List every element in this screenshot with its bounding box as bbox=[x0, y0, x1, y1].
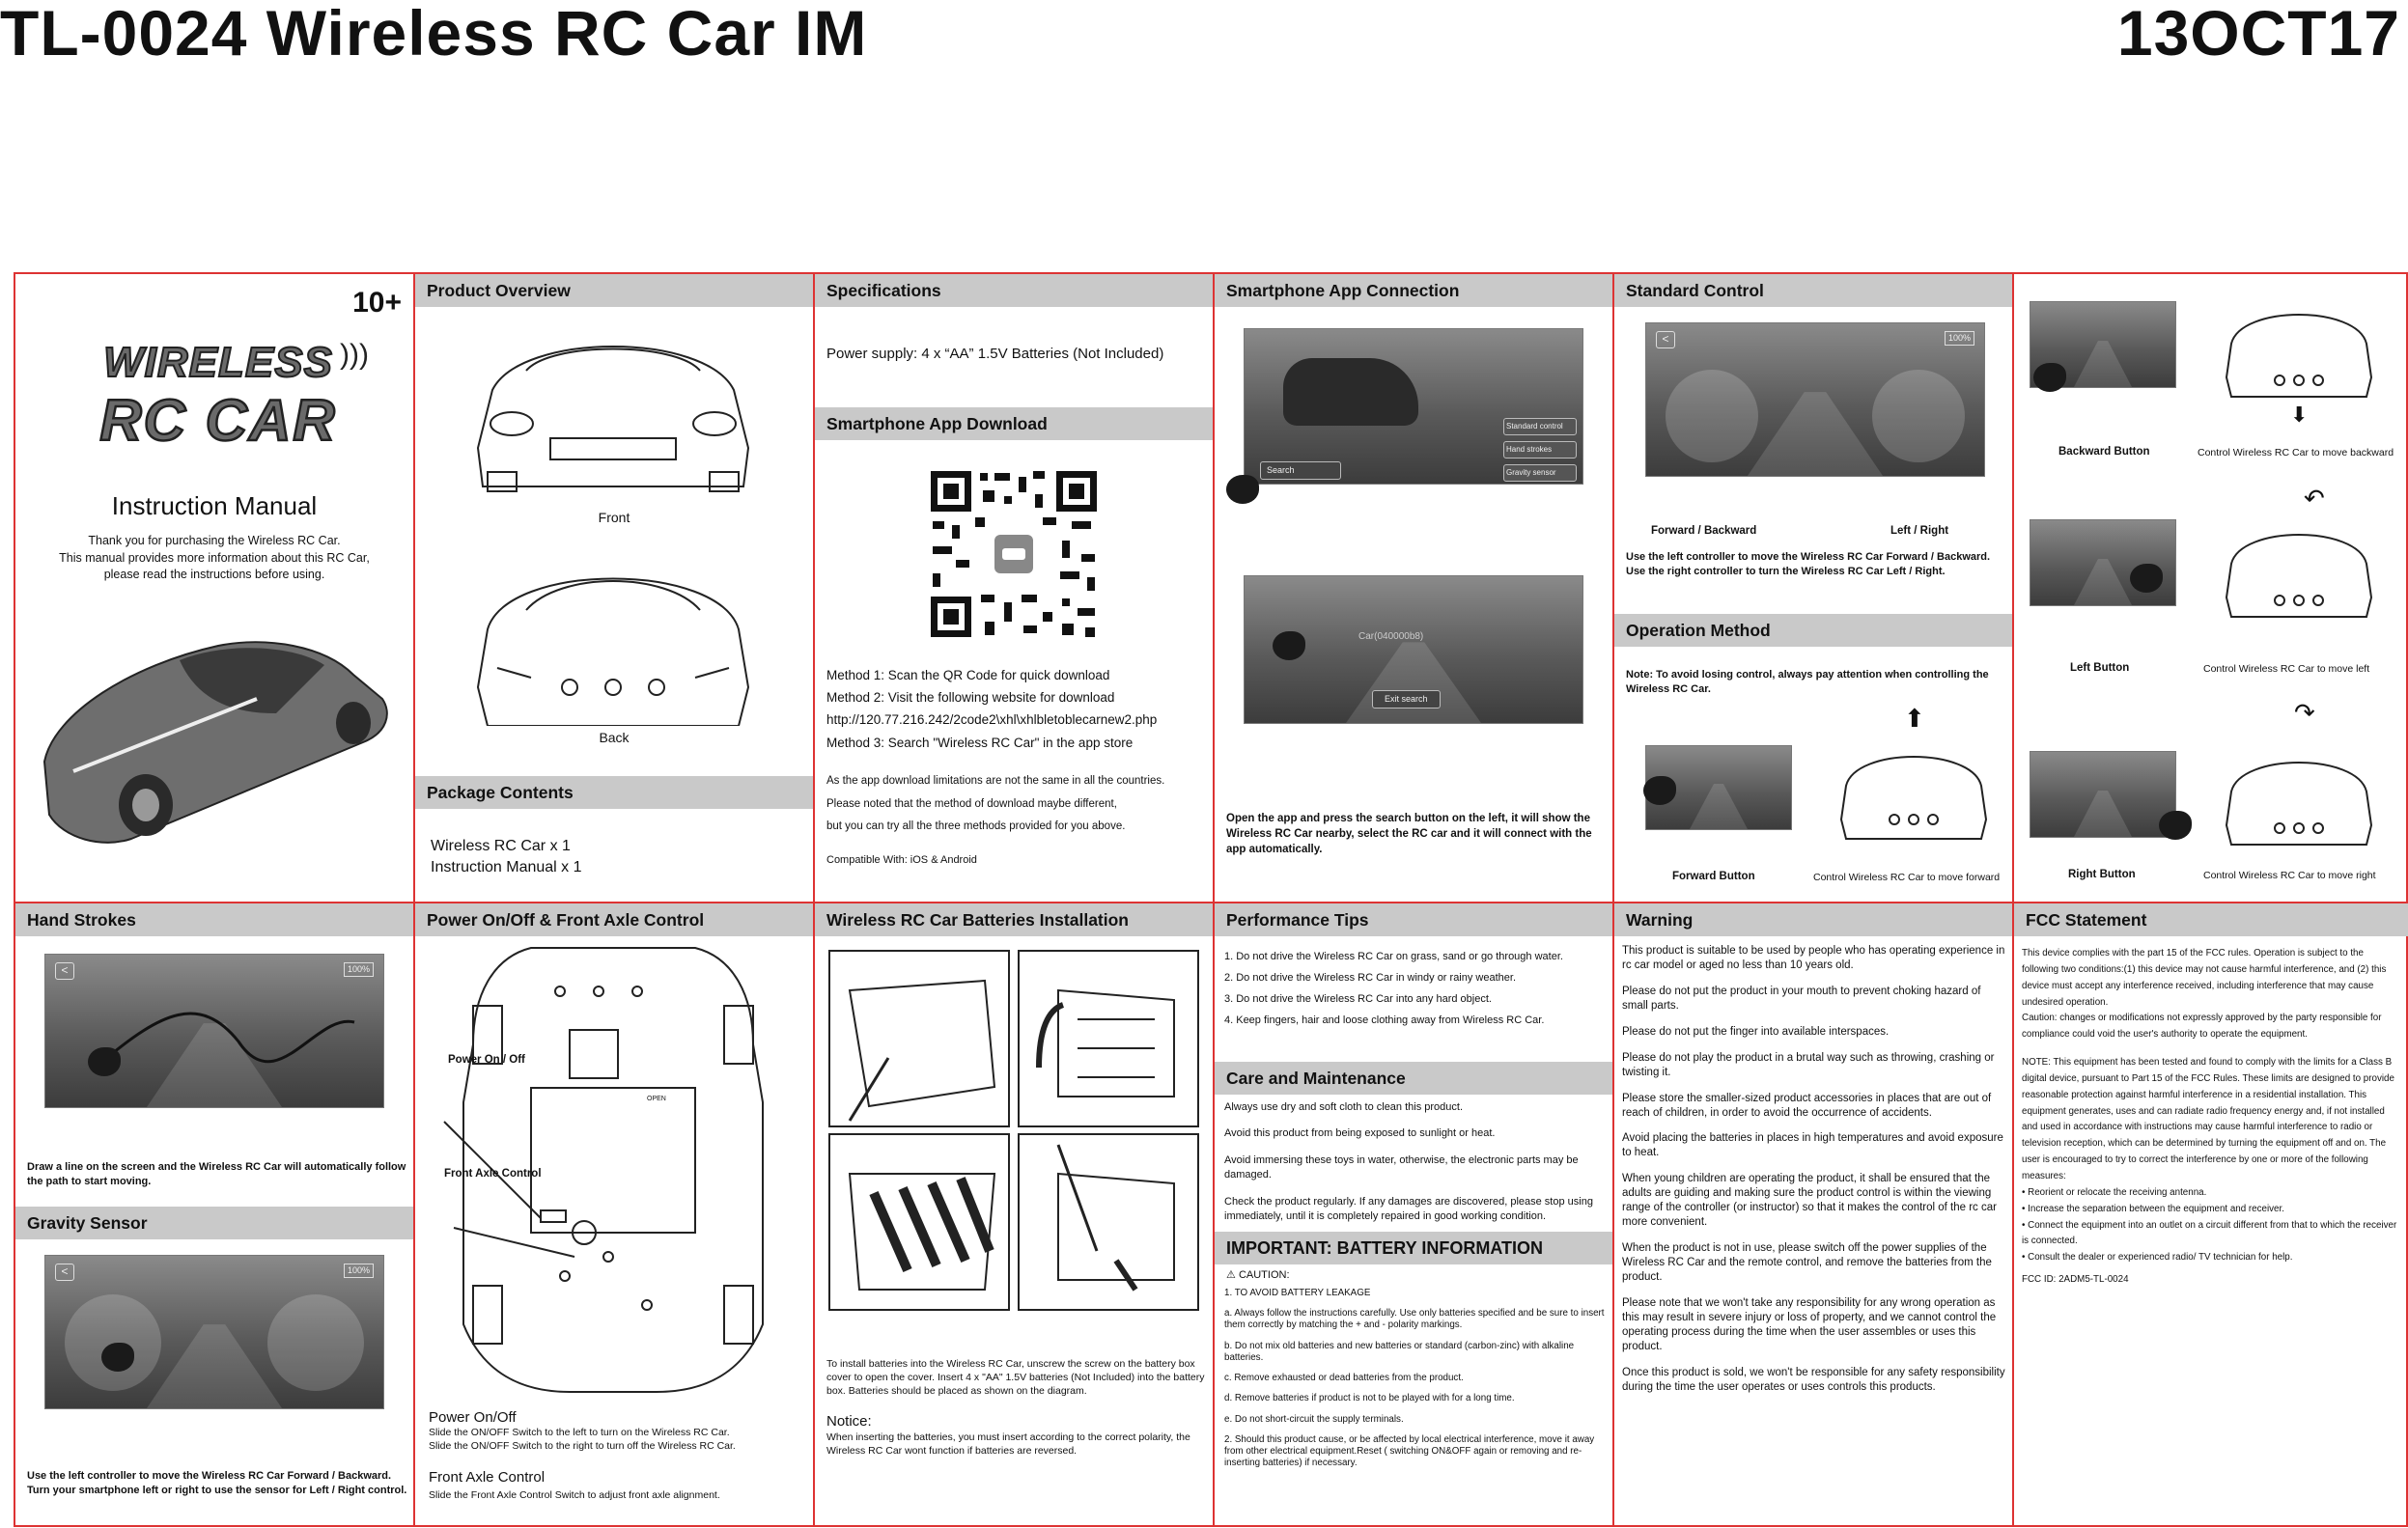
cover-intro bbox=[15, 533, 413, 584]
fcc-panel bbox=[2014, 903, 2408, 1527]
compatibility: Compatible With: iOS & Android bbox=[826, 854, 977, 866]
fcc-paragraph: This device complies with the part 15 of the FCC rules. Operation is subject to the following two conditions:(1) this device may not cause harmful interference, and (2) this device must accept any interference received, including interference that may cause undesired operation. bbox=[2022, 948, 2387, 1008]
warning-item: Please note that we won't take any responsibility for any wrong operation as this may result in severe injury or loss of property, and we cannot control the operating process during the time when the user assembles or uses this product. bbox=[1622, 1296, 1997, 1352]
care-item: Always use dry and soft cloth to clean this product. bbox=[1224, 1101, 1464, 1113]
install-step-1-image bbox=[828, 950, 1010, 1127]
standard-control-title: Standard Control bbox=[1614, 274, 2012, 307]
up-arrow-icon: ⬆ bbox=[1904, 704, 1925, 733]
standard-control-desc: Use the left controller to move the Wireless RC Car Forward / Backward. Use the right controller to turn the Wireless RC Car Left / Right. bbox=[1626, 551, 1991, 578]
operation-note: Note: To avoid losing control, always pay attention when controlling the Wireless RC Car. bbox=[1626, 669, 1989, 696]
warning-item: When young children are operating the product, it shall be ensured that the adults are guiding and making sure the product control is within the viewing range of the controller (or instructor) so that it makes the control of the rc car more convenient. bbox=[1622, 1173, 1997, 1229]
axle-instruction: Slide the Front Axle Control Switch to adjust front axle alignment. bbox=[429, 1489, 720, 1501]
wireless-signal-icon: ))) bbox=[340, 339, 369, 371]
finger-icon bbox=[2159, 811, 2192, 840]
intro-line: This manual provides more information about this RC Car, bbox=[59, 550, 370, 565]
document-title: TL-0024 Wireless RC Car IM bbox=[0, 0, 868, 69]
left-joystick[interactable] bbox=[1666, 370, 1758, 462]
right-button-desc: Control Wireless RC Car to move right bbox=[2203, 870, 2376, 881]
power-switch-label: Power On / Off bbox=[448, 1054, 525, 1066]
manual-sheet bbox=[14, 272, 2408, 1527]
install-step-2-image bbox=[1018, 950, 1199, 1127]
finger-icon bbox=[101, 1343, 134, 1372]
mode-button-hand[interactable]: Hand strokes bbox=[1503, 441, 1577, 458]
download-method-1: Method 1: Scan the QR Code for quick download bbox=[826, 668, 1110, 682]
warning-item: When the product is not in use, please switch off the power supplies of the Wireless RC Car and the remote control, and remove the batteries from the product. bbox=[1622, 1242, 1992, 1283]
install-step-3-image bbox=[828, 1133, 1010, 1311]
drawn-path-line bbox=[45, 955, 383, 1107]
left-right-label: Left / Right bbox=[1890, 525, 1949, 537]
back-label: Back bbox=[599, 730, 630, 745]
mode-button-gravity[interactable]: Gravity sensor bbox=[1503, 464, 1577, 482]
finger-icon bbox=[1226, 475, 1259, 504]
battery-info-item: a. Always follow the instructions carefully. Use only batteries specified and be sure to insert them correctly by matching the + and - polarity markings. bbox=[1224, 1308, 1605, 1331]
hand-strokes-title: Hand Strokes bbox=[15, 903, 413, 936]
curved-left-arrow-icon: ↶ bbox=[2304, 484, 2325, 513]
battery-indicator: 100% bbox=[344, 962, 374, 977]
performance-tips-title: Performance Tips bbox=[1215, 903, 1612, 936]
car-back-image bbox=[2207, 515, 2391, 622]
install-step-4-image bbox=[1018, 1133, 1199, 1311]
hand-strokes-panel bbox=[15, 903, 413, 1527]
care-item: Avoid this product from being exposed to sunlight or heat. bbox=[1224, 1127, 1496, 1140]
power-panel bbox=[415, 903, 813, 1527]
battery-info-item: 2. Should this product cause, or be affected by local electrical interference, move it away from other electrical equipment.Reset ( switching ON&OFF again or removing and re-inserting batteries) if necessary. bbox=[1224, 1433, 1595, 1469]
gravity-sensor-desc: Use the left controller to move the Wireless RC Car Forward / Backward. Turn your smartphone left or right to use the sensor for Left / Right control. bbox=[27, 1470, 407, 1497]
battery-installation-panel bbox=[815, 903, 1213, 1527]
battery-info-title: IMPORTANT: BATTERY INFORMATION bbox=[1215, 1232, 1612, 1264]
package-item: Instruction Manual x 1 bbox=[431, 858, 582, 875]
battery-info-item: d. Remove batteries if product is not to be played with for a long time. bbox=[1224, 1393, 1515, 1404]
hand-strokes-screenshot bbox=[44, 954, 384, 1108]
download-url[interactable]: http://120.77.216.242/2code2\xhl\xhlbletoblecarnew2.php bbox=[826, 712, 1158, 728]
operation-method-title: Operation Method bbox=[1614, 614, 2012, 647]
finger-icon bbox=[2033, 363, 2066, 392]
fcc-bullet: • Consult the dealer or experienced radio/ TV technician for help. bbox=[2022, 1252, 2293, 1264]
left-button-desc: Control Wireless RC Car to move left bbox=[2203, 663, 2370, 675]
package-contents-title: Package Contents bbox=[415, 776, 813, 809]
battery-indicator: 100% bbox=[344, 1264, 374, 1278]
battery-info-item: b. Do not mix old batteries and new batteries or standard (carbon-zinc) with alkaline batteries. bbox=[1224, 1340, 1575, 1363]
specifications-panel bbox=[815, 274, 1213, 902]
fcc-paragraph: NOTE: This equipment has been tested and found to comply with the limits for a Class B digital device, pursuant to Part 15 of the FCC Rules. These limits are designed to provide reasonable protection against harmful interference in a residential installation. This equipment generates, uses and can radiate radio frequency energy and, if not installed and used in accordance with instructions may cause harmful interference to radio or television reception, which can be determined by turning the equipment off and on. The user is encouraged to try to correct the interference by one or more of the following measures: bbox=[2022, 1057, 2394, 1181]
care-item: Check the product regularly. If any damages are discovered, please stop using immediately, until it is completely repaired in good working condition. bbox=[1224, 1195, 1593, 1222]
download-notes bbox=[826, 770, 1164, 839]
warning-list bbox=[1622, 944, 2006, 1395]
battery-info-item: c. Remove exhausted or dead batteries from the product. bbox=[1224, 1373, 1464, 1384]
backward-button-desc: Control Wireless RC Car to move backward bbox=[2198, 447, 2394, 458]
exit-search-button[interactable]: Exit search bbox=[1372, 690, 1441, 708]
finger-icon bbox=[1643, 776, 1676, 805]
curved-right-arrow-icon: ↷ bbox=[2294, 698, 2315, 727]
warning-item: Please do not play the product in a brutal way such as throwing, crashing or twisting it. bbox=[1622, 1051, 1995, 1078]
manual-heading: Instruction Manual bbox=[111, 491, 318, 520]
app-download-title: Smartphone App Download bbox=[815, 407, 1213, 440]
specifications-title: Specifications bbox=[815, 274, 1213, 307]
down-arrow-icon: ⬇ bbox=[2290, 403, 2309, 427]
document-date: 13OCT17 bbox=[2116, 0, 2400, 69]
fcc-id: FCC ID: 2ADM5-TL-0024 bbox=[2022, 1274, 2129, 1286]
care-list bbox=[1224, 1100, 1603, 1224]
forward-button-desc: Control Wireless RC Car to move forward bbox=[1813, 872, 2001, 883]
performance-tips-list bbox=[1224, 946, 1607, 1031]
warning-item: Once this product is sold, we won't be responsible for any safety responsibility during the time the user operates or uses controls this products. bbox=[1622, 1366, 2005, 1393]
download-note: but you can try all the three methods provided for you above. bbox=[826, 820, 1126, 833]
warning-triangle-icon: ⚠ bbox=[1226, 1269, 1236, 1281]
warning-item: Please do not put the finger into available interspaces. bbox=[1622, 1025, 1890, 1038]
logo-line-2: RC CAR bbox=[99, 387, 337, 453]
back-arrow-icon[interactable]: < bbox=[55, 1264, 74, 1281]
car-back-image bbox=[415, 533, 813, 726]
battery-info-item: 1. TO AVOID BATTERY LEAKAGE bbox=[1224, 1288, 1371, 1298]
fcc-bullet: • Increase the separation between the equipment and receiver. bbox=[2022, 1203, 2284, 1214]
product-overview-title: Product Overview bbox=[415, 274, 813, 307]
direction-buttons-panel bbox=[2014, 274, 2408, 902]
cover-car-image bbox=[15, 607, 413, 877]
warning-item: Please do not put the product in your mouth to prevent choking hazard of small parts. bbox=[1622, 985, 1981, 1012]
package-contents-list bbox=[431, 836, 582, 877]
front-label: Front bbox=[598, 510, 630, 525]
mode-button-standard[interactable]: Standard control bbox=[1503, 418, 1577, 435]
age-badge: 10+ bbox=[352, 287, 402, 319]
download-methods bbox=[826, 664, 1157, 754]
back-arrow-icon[interactable]: < bbox=[55, 962, 74, 980]
cover-panel bbox=[15, 274, 413, 902]
battery-indicator: 100% bbox=[1945, 331, 1974, 346]
download-note: As the app download limitations are not the same in all the countries. bbox=[826, 775, 1165, 787]
power-instruction: Slide the ON/OFF Switch to the right to turn off the Wireless RC Car. bbox=[429, 1439, 736, 1452]
download-note: Please noted that the method of download maybe different, bbox=[826, 797, 1117, 810]
app-connection-panel bbox=[1215, 274, 1612, 902]
car-front-image bbox=[2207, 295, 2391, 402]
power-title: Power On/Off & Front Axle Control bbox=[415, 903, 813, 936]
car-id-label[interactable]: Car(040000b8) bbox=[1358, 631, 1424, 642]
notice-heading: Notice: bbox=[826, 1413, 872, 1430]
back-arrow-icon[interactable]: < bbox=[1656, 331, 1675, 348]
left-button-label: Left Button bbox=[2070, 662, 2130, 674]
backward-button-label: Backward Button bbox=[2058, 446, 2150, 458]
logo-line-1: WIRELESS bbox=[103, 339, 333, 386]
care-item: Avoid immersing these toys in water, otherwise, the electronic parts may be damaged. bbox=[1224, 1153, 1579, 1181]
forward-button-label: Forward Button bbox=[1672, 871, 1755, 882]
fcc-text bbox=[2022, 946, 2400, 1289]
rally-car-image bbox=[1283, 358, 1418, 426]
car-back-image bbox=[1827, 737, 2001, 844]
install-desc: To install batteries into the Wireless RC Car, unscrew the screw on the battery box cover to open the cover. Insert 4 x "AA" 1.5V batteries (Not Included) into the battery box. Batteries should be placed as shown on the diagram. bbox=[826, 1358, 1205, 1398]
battery-installation-title: Wireless RC Car Batteries Installation bbox=[815, 903, 1213, 936]
forward-backward-label: Forward / Backward bbox=[1651, 525, 1757, 537]
battery-info-list bbox=[1224, 1288, 1605, 1470]
gravity-sensor-title: Gravity Sensor bbox=[15, 1207, 413, 1239]
gravity-sensor-screenshot bbox=[44, 1255, 384, 1409]
right-button-label: Right Button bbox=[2068, 869, 2136, 880]
axle-heading: Front Axle Control bbox=[429, 1469, 546, 1486]
power-instructions bbox=[429, 1427, 736, 1453]
performance-tips-panel bbox=[1215, 903, 1612, 1527]
fcc-bullet: • Connect the equipment into an outlet on a circuit different from that to which the receiver is connected. bbox=[2022, 1219, 2397, 1247]
warning-item: This product is suitable to be used by people who has operating experience in rc car model or aged no less than 10 years old. bbox=[1622, 945, 2005, 971]
warning-title: Warning bbox=[1614, 903, 2012, 936]
intro-line: please read the instructions before using. bbox=[103, 568, 325, 581]
download-method-3: Method 3: Search "Wireless RC Car" in the app store bbox=[826, 735, 1134, 750]
power-supply-spec: Power supply: 4 x “AA” 1.5V Batteries (Not Included) bbox=[826, 346, 1164, 362]
finger-icon bbox=[2130, 564, 2163, 593]
standard-control-screenshot bbox=[1645, 322, 1985, 477]
fcc-paragraph: Caution: changes or modifications not expressly approved by the party responsible for compliance could void the user's authority to operate the equipment. bbox=[2022, 1013, 2382, 1041]
care-title: Care and Maintenance bbox=[1215, 1062, 1612, 1095]
app-connection-title: Smartphone App Connection bbox=[1215, 274, 1612, 307]
battery-info-item: e. Do not short-circuit the supply terminals. bbox=[1224, 1413, 1404, 1425]
warning-item: Please store the smaller-sized product accessories in places that are out of reach of children, in order to avoid the occurrence of accidents. bbox=[1622, 1092, 1992, 1119]
search-button[interactable]: Search bbox=[1260, 461, 1341, 480]
right-joystick bbox=[267, 1294, 364, 1391]
fcc-bullet: • Reorient or relocate the receiving antenna. bbox=[2022, 1186, 2207, 1198]
download-method-2: Method 2: Visit the following website for download bbox=[826, 690, 1115, 706]
tip-item: 1. Do not drive the Wireless RC Car on grass, sand or go through water. bbox=[1224, 951, 1563, 962]
standard-control-panel bbox=[1614, 274, 2012, 902]
right-screenshot bbox=[2030, 751, 2176, 838]
left-screenshot bbox=[2030, 519, 2176, 606]
power-heading: Power On/Off bbox=[429, 1409, 517, 1426]
logo bbox=[73, 332, 369, 453]
intro-line: Thank you for purchasing the Wireless RC Car. bbox=[88, 534, 341, 547]
tip-item: 4. Keep fingers, hair and loose clothing away from Wireless RC Car. bbox=[1224, 1014, 1545, 1026]
fcc-title: FCC Statement bbox=[2014, 903, 2408, 936]
caution-line bbox=[1226, 1268, 1290, 1284]
tip-item: 3. Do not drive the Wireless RC Car into any hard object. bbox=[1224, 993, 1492, 1005]
tip-item: 2. Do not drive the Wireless RC Car in windy or rainy weather. bbox=[1224, 972, 1517, 984]
warning-panel bbox=[1614, 903, 2012, 1527]
finger-icon bbox=[88, 1047, 121, 1076]
caution-label: CAUTION: bbox=[1238, 1269, 1290, 1281]
warning-item: Avoid placing the batteries in places in high temperatures and avoid exposure to heat. bbox=[1622, 1132, 2003, 1159]
qr-code bbox=[927, 467, 1101, 641]
app-connection-desc: Open the app and press the search button on the left, it will show the Wireless RC Car nearby, select the RC car and it will connect with the app automatically. bbox=[1226, 813, 1592, 856]
app-home-screenshot bbox=[1244, 328, 1583, 485]
power-instruction: Slide the ON/OFF Switch to the left to turn on the Wireless RC Car. bbox=[429, 1427, 730, 1438]
finger-icon bbox=[1273, 631, 1305, 660]
open-label: OPEN bbox=[647, 1096, 666, 1102]
package-item: Wireless RC Car x 1 bbox=[431, 838, 571, 854]
car-front-image bbox=[415, 313, 813, 506]
car-back-image bbox=[2207, 743, 2391, 849]
front-axle-label: Front Axle Control bbox=[444, 1168, 542, 1180]
right-joystick[interactable] bbox=[1872, 370, 1965, 462]
notice-text: When inserting the batteries, you must insert according to the correct polarity, the Wireless RC Car wont function if batteries are reversed. bbox=[826, 1431, 1190, 1458]
product-overview-panel bbox=[415, 274, 813, 902]
hand-strokes-desc: Draw a line on the screen and the Wireless RC Car will automatically follow the path to start moving. bbox=[27, 1161, 406, 1188]
